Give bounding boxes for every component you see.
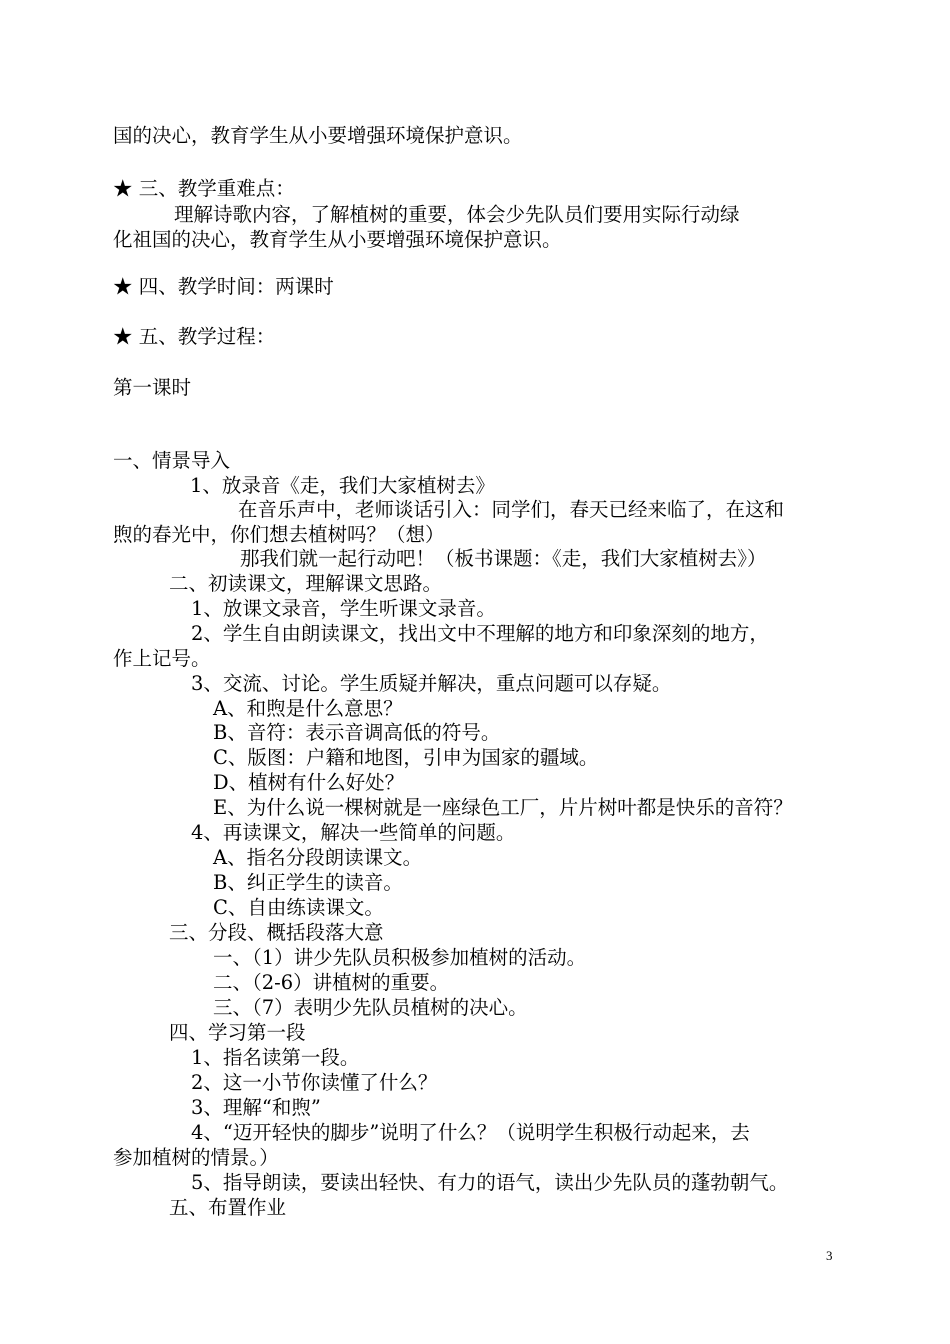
text-line: 3、理解“和煦” [191,1096,321,1119]
text-line: C、自由练读课文。 [213,896,384,919]
section-heading: ★ 三、教学重难点： [113,177,295,200]
text-line: 化祖国的决心，教育学生从小要增强环境保护意识。 [113,228,562,251]
text-line: 1、指名读第一段。 [191,1046,360,1069]
section-heading: ★ 四、教学时间：两课时 [113,275,334,298]
text-line: 4、“迈开轻快的脚步”说明了什么？（说明学生积极行动起来，去 [191,1121,750,1144]
text-line: 一、情景导入 [113,449,231,472]
text-line: 作上记号。 [113,647,211,670]
text-line: 5、指导朗读，要读出轻快、有力的语气，读出少先队员的蓬勃朝气。 [191,1171,789,1194]
lesson-heading: 第一课时 [113,376,192,399]
text-line: 煦的春光中，你们想去植树吗？（想） [113,523,445,546]
text-line: 1、放课文录音，学生听课文录音。 [191,597,496,620]
text-line: 理解诗歌内容，了解植树的重要，体会少先队员们要用实际行动绿 [174,203,740,226]
text-line: B、音符：表示音调高低的符号。 [213,721,501,744]
page-number: 3 [826,1248,833,1263]
text-line: 2、学生自由朗读课文，找出文中不理解的地方和印象深刻的地方， [191,622,769,645]
text-line: E、为什么说一棵树就是一座绿色工厂，片片树叶都是快乐的音符？ [213,796,793,819]
text-line: 2、这一小节你读懂了什么？ [191,1071,438,1094]
text-line: A、和煦是什么意思？ [213,697,403,720]
text-line: 二、初读课文，理解课文思路。 [169,572,443,595]
text-line: 国的决心，教育学生从小要增强环境保护意识。 [113,124,523,147]
text-line: D、植树有什么好处？ [213,771,405,794]
text-line: 那我们就一起行动吧！（板书课题：《走，我们大家植树去》） [240,547,767,570]
text-line: 1、放录音《走，我们大家植树去》 [190,474,495,497]
text-line: 在音乐声中，老师谈话引入：同学们，春天已经来临了，在这和 [238,498,785,521]
text-line: 四、学习第一段 [169,1021,306,1044]
text-line: A、指名分段朗读课文。 [213,846,423,869]
text-line: 五、布置作业 [169,1196,287,1219]
text-line: 二、（2-6）讲植树的重要。 [213,971,450,994]
text-line: 一、（1）讲少先队员积极参加植树的活动。 [213,946,587,969]
text-line: B、纠正学生的读音。 [213,871,403,894]
text-line: C、版图：户籍和地图，引申为国家的疆域。 [213,746,599,769]
text-line: 三、分段、概括段落大意 [169,921,384,944]
text-line: 参加植树的情景。） [113,1146,279,1169]
text-line: 三、（7）表明少先队员植树的决心。 [213,996,528,1019]
section-heading: ★ 五、教学过程： [113,325,276,348]
text-line: 3、交流、讨论。学生质疑并解决，重点问题可以存疑。 [191,672,672,695]
text-line: 4、再读课文，解决一些简单的问题。 [191,821,516,844]
